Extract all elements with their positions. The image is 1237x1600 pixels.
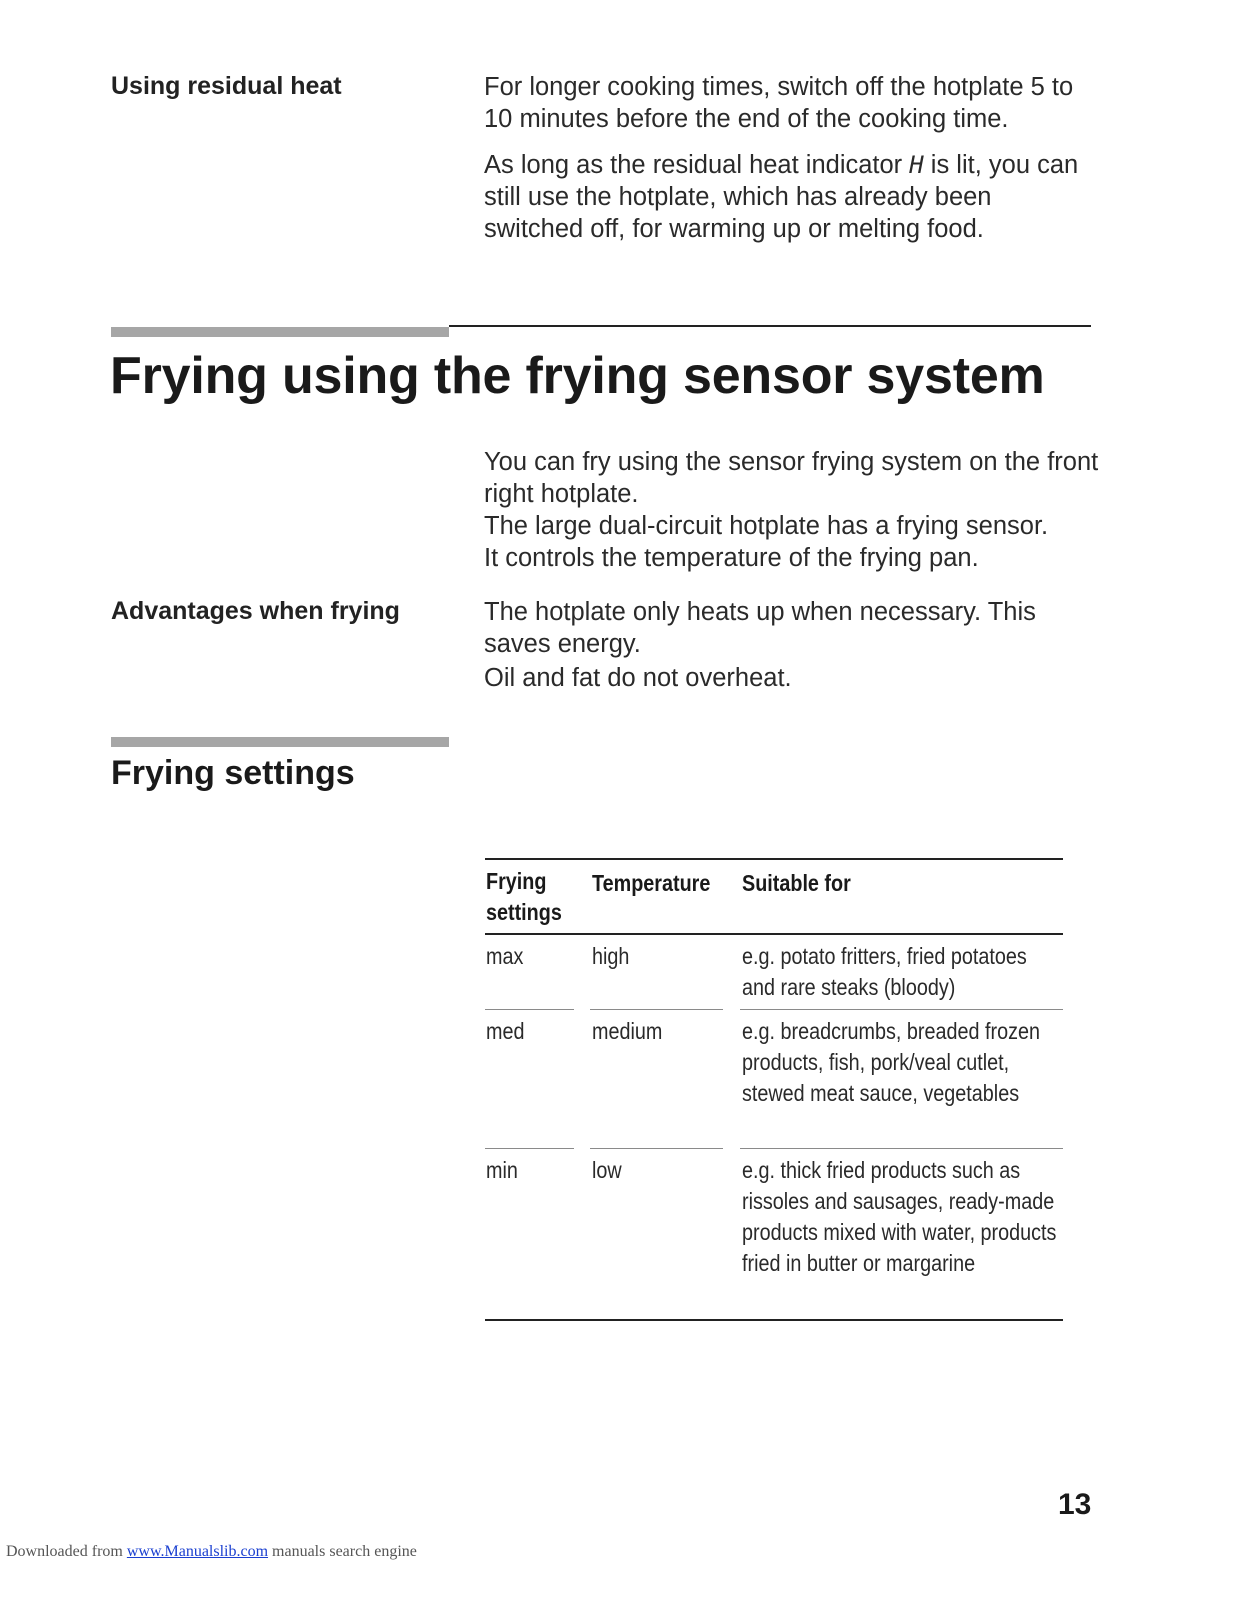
table-cell-suitable: e.g. potato fritters, fried potatoes and rare steaks (bloody): [742, 943, 1027, 1000]
footer: [6, 1543, 417, 1561]
residual-heat-indicator-icon: H: [909, 151, 924, 179]
subsection-divider-accent: [111, 737, 449, 747]
subsection-title: Frying settings: [111, 754, 355, 792]
footer-prefix: Downloaded from: [6, 1543, 127, 1560]
header-frying-settings: Frying settings: [486, 868, 562, 925]
residual-heat-text: [484, 71, 1094, 245]
page-number: 13: [1058, 1488, 1092, 1521]
table-cell-suitable: e.g. thick fried products such as rissoles and sausages, ready-made products mixed with water, products fried in butter or margarine: [742, 1157, 1057, 1276]
residual-heat-para-1: For longer cooking times, switch off the hotplate 5 to 10 minutes before the end of the cooking time.: [484, 73, 1074, 133]
section-divider-accent: [111, 327, 449, 337]
row-separator: [590, 1009, 723, 1010]
header-temperature: Temperature: [592, 870, 711, 896]
advantages-text: [484, 596, 1054, 694]
row-separator: [740, 1148, 1063, 1149]
header-suitable-for: Suitable for: [742, 870, 851, 896]
table-header-rule: [485, 933, 1063, 935]
table-cell-temperature: medium: [592, 1018, 663, 1044]
section-label-residual-heat: Using residual heat: [111, 72, 342, 100]
residual-heat-para-2: [484, 149, 1094, 245]
intro-line-1: You can fry using the sensor frying system on the front right hotplate.: [484, 448, 1099, 508]
table-cell-setting: max: [486, 943, 524, 969]
section-label-advantages: Advantages when frying: [111, 597, 400, 625]
row-separator: [740, 1009, 1063, 1010]
table-cell-temperature: high: [592, 943, 630, 969]
page-title: Frying using the frying sensor system: [110, 347, 1045, 405]
para2-after: is lit, you can still use the hotplate, which has already been switched off, for warming up or melting food.: [484, 151, 1079, 243]
intro-line-3: It controls the temperature of the frying pan.: [484, 544, 979, 572]
table-cell-setting: min: [486, 1157, 518, 1183]
footer-link[interactable]: www.Manualslib.com: [126, 1543, 269, 1560]
section-divider-line: [449, 325, 1091, 327]
footer-suffix: manuals search engine: [272, 1543, 417, 1560]
table-cell-temperature: low: [592, 1157, 622, 1183]
table-bottom-rule: [485, 1319, 1063, 1321]
para2-before: As long as the residual heat indicator: [484, 151, 910, 179]
intro-line-2: The large dual-circuit hotplate has a frying sensor.: [484, 512, 1049, 540]
table-cell-setting: med: [486, 1018, 525, 1044]
row-separator: [590, 1148, 723, 1149]
advantages-line-2: Oil and fat do not overheat.: [484, 664, 792, 692]
row-separator: [485, 1009, 574, 1010]
row-separator: [485, 1148, 574, 1149]
table-cell-suitable: e.g. breadcrumbs, breaded frozen products, fish, pork/veal cutlet, stewed meat sauce, vegetables: [742, 1018, 1040, 1106]
intro-text: [484, 446, 1114, 574]
table-top-rule: [485, 858, 1063, 860]
advantages-line-1: The hotplate only heats up when necessary. This saves energy.: [484, 598, 1036, 658]
